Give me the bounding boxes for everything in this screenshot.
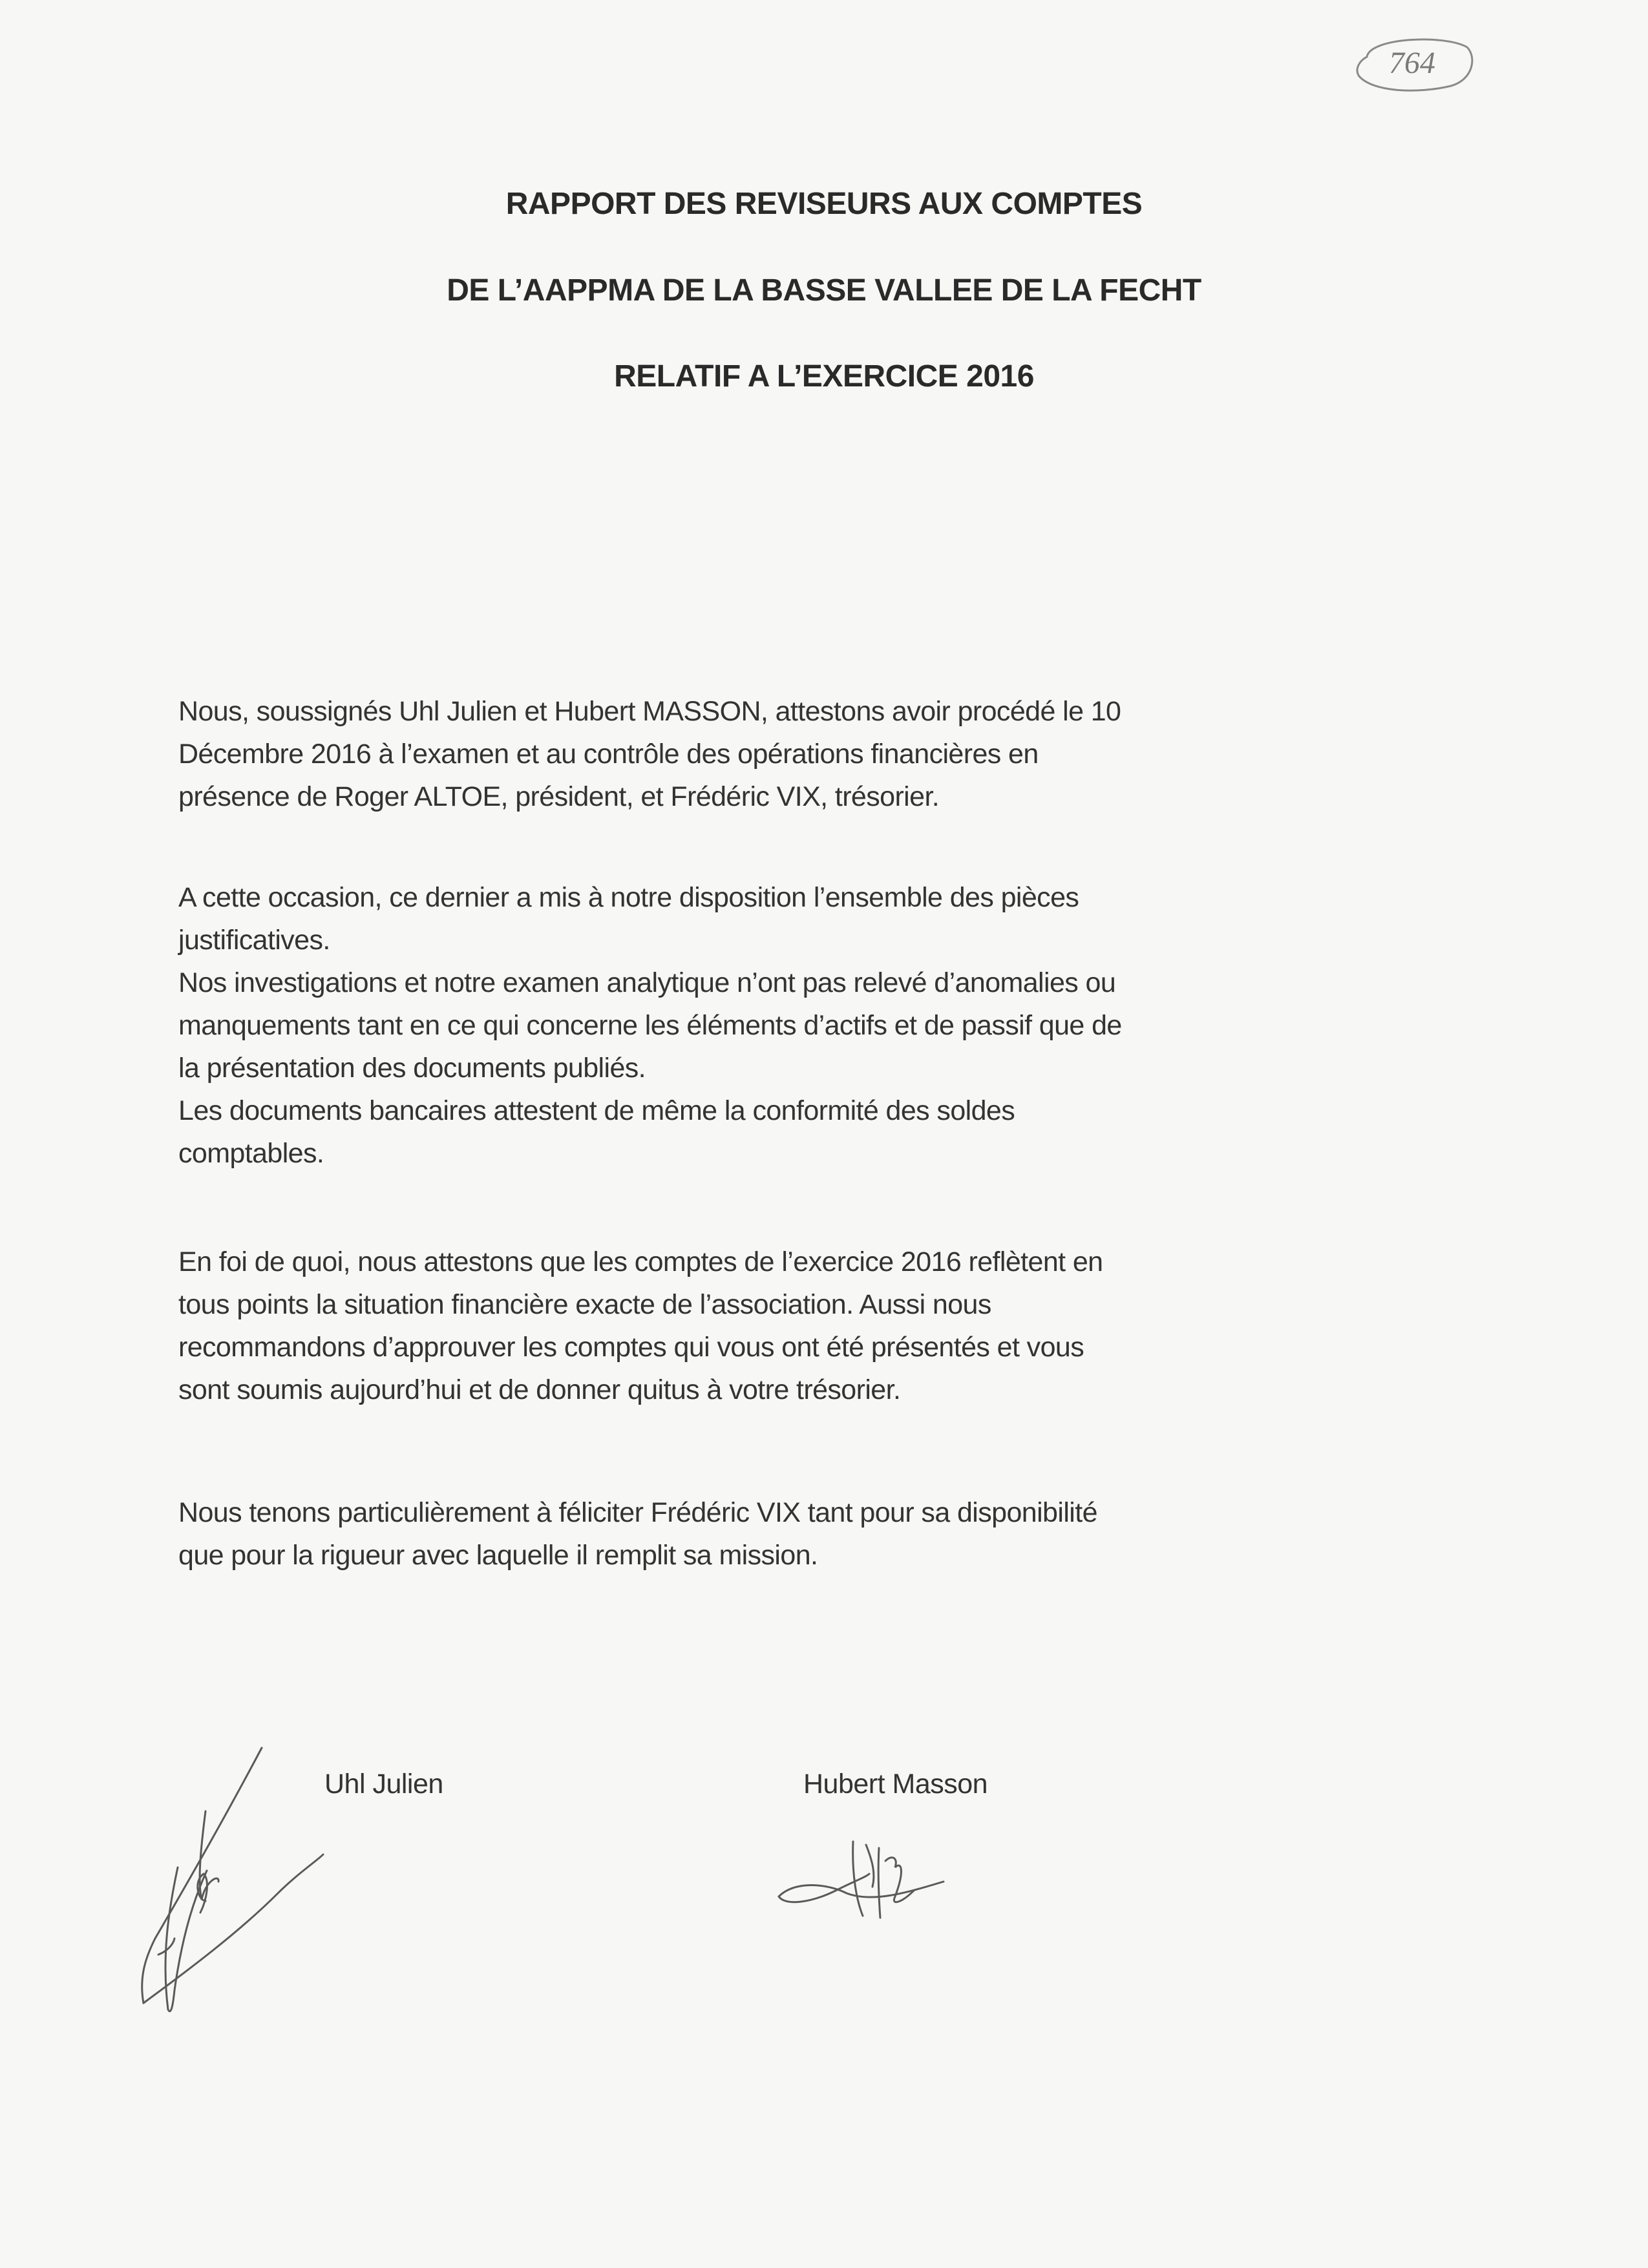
handwritten-signature-icon <box>776 1835 1034 1951</box>
text-line: que pour la rigueur avec laquelle il remplit sa mission. <box>178 1540 818 1571</box>
paragraph-conclusion <box>178 1241 1406 1411</box>
report-title-line-1: RAPPORT DES REVISEURS AUX COMPTES <box>505 187 1143 221</box>
paragraph-attestation <box>178 690 1406 818</box>
page-number-circle-icon <box>1347 31 1477 96</box>
text-line: A cette occasion, ce dernier a mis à notre disposition l’ensemble des pièces <box>178 882 1079 913</box>
text-line: Nos investigations et notre examen analytique n’ont pas relevé d’anomalies ou <box>178 967 1116 998</box>
report-title-line-2: DE L’AAPPMA DE LA BASSE VALLEE DE LA FECHT <box>447 273 1201 308</box>
text-line: Décembre 2016 à l’examen et au contrôle des opérations financières en <box>178 739 1039 770</box>
text-line: la présentation des documents publiés. <box>178 1053 646 1084</box>
text-line: sont soumis aujourd’hui et de donner quitus à votre trésorier. <box>178 1374 901 1405</box>
text-line: tous points la situation financière exacte de l’association. Aussi nous <box>178 1289 991 1320</box>
text-line: Les documents bancaires attestent de même la conformité des soldes <box>178 1095 1015 1126</box>
text-line: justificatives. <box>178 925 330 956</box>
text-line: présence de Roger ALTOE, président, et Frédéric VIX, trésorier. <box>178 781 940 812</box>
signatory-name-2: Hubert Masson <box>803 1769 988 1800</box>
handwritten-page-number <box>1347 31 1477 96</box>
signature-uhl-julien <box>129 1732 530 2035</box>
text-line: Nous tenons particulièrement à féliciter Frédéric VIX tant pour sa disponibilité <box>178 1497 1097 1528</box>
text-line: Nous, soussignés Uhl Julien et Hubert MASSON, attestons avoir procédé le 10 <box>178 696 1121 727</box>
page-number-text: 764 <box>1389 46 1435 80</box>
signatory-name-1: Uhl Julien <box>324 1769 443 1800</box>
signature-hubert-masson <box>776 1835 1034 1951</box>
text-line: En foi de quoi, nous attestons que les comptes de l’exercice 2016 reflètent en <box>178 1246 1103 1277</box>
paragraph-findings <box>178 876 1406 1175</box>
report-title-line-3: RELATIF A L’EXERCICE 2016 <box>614 359 1034 394</box>
paragraph-congratulations <box>178 1491 1406 1577</box>
handwritten-signature-icon <box>129 1732 530 2035</box>
text-line: comptables. <box>178 1138 324 1169</box>
text-line: recommandons d’approuver les comptes qui vous ont été présentés et vous <box>178 1332 1084 1363</box>
text-line: manquements tant en ce qui concerne les éléments d’actifs et de passif que de <box>178 1010 1122 1041</box>
